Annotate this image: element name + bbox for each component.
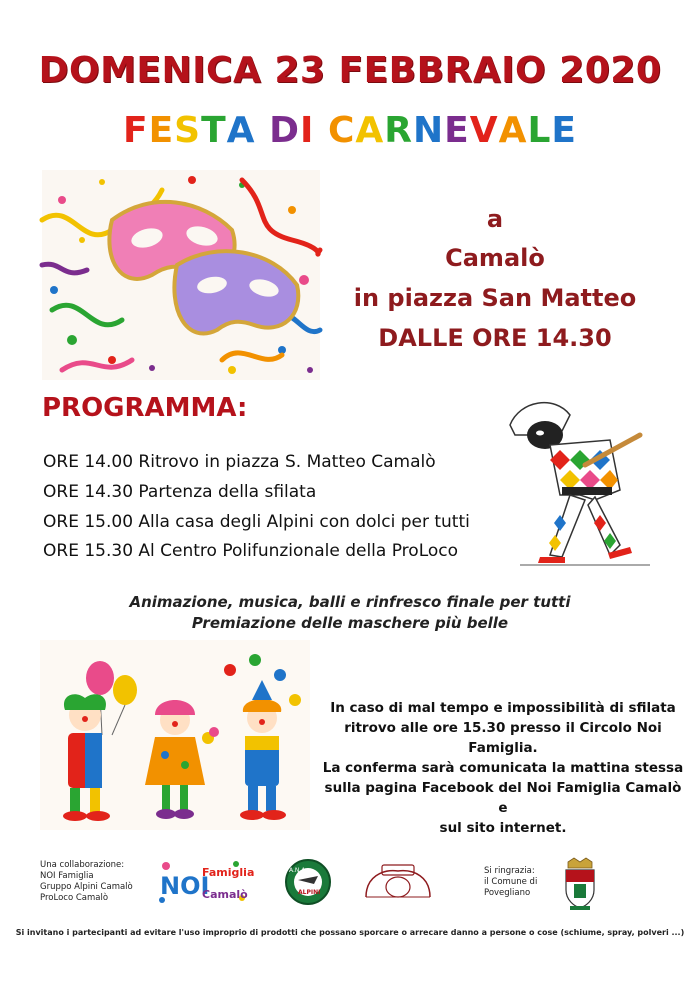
- harlequin-illustration: [500, 395, 660, 575]
- location-town: Camalò: [445, 244, 545, 272]
- festa-title-letter: E: [444, 110, 470, 151]
- programma-item: ORE 14.30 Partenza della sfilata: [43, 482, 317, 502]
- collaboration-org: Gruppo Alpini Camalò: [40, 882, 133, 892]
- noi-famiglia-logo: [156, 858, 255, 908]
- location-square: in piazza San Matteo: [353, 284, 637, 312]
- festa-title-letter: I: [299, 110, 315, 151]
- collaboration-credits: [40, 860, 133, 904]
- festa-title-letter: [314, 110, 328, 151]
- collaboration-org: ProLoco Camalò: [40, 893, 109, 903]
- festa-title-letter: R: [384, 110, 413, 151]
- festa-title-letter: [256, 110, 270, 151]
- noi-logo-camalo: Camalò: [202, 888, 248, 901]
- weather-notice-line: In caso di mal tempo e impossibilità di sfilata: [330, 700, 676, 716]
- carnival-masks-image: [42, 170, 320, 380]
- noi-logo-text: NOI: [160, 872, 210, 900]
- thanks-line: Povegliano: [484, 888, 531, 898]
- proloco-logo: [362, 857, 434, 907]
- festa-title-letter: D: [269, 110, 300, 151]
- festa-title-letter: A: [355, 110, 385, 151]
- alpini-logo: [284, 858, 332, 906]
- weather-notice-line: Famiglia.: [468, 740, 538, 756]
- festa-title-letter: C: [327, 110, 356, 151]
- usage-warning-note: Si invitano i partecipanti ad evitare l'uso improprio di prodotti che possano sporcare o arrecare danno a persone o cose (schiume, spray, polveri ...): [15, 928, 685, 937]
- festa-title-letter: E: [551, 110, 577, 151]
- highlight-award: Premiazione delle maschere più belle: [191, 614, 509, 632]
- weather-notice-line: La conferma sarà comunicata la mattina stessa: [322, 760, 684, 776]
- programma-item: ORE 15.30 Al Centro Polifunzionale della ProLoco: [43, 541, 459, 561]
- festa-title-letter: F: [122, 110, 149, 151]
- festa-title-letter: N: [412, 110, 445, 151]
- thanks-line: il Comune di: [484, 877, 538, 887]
- festa-title-letter: T: [201, 110, 227, 151]
- festa-title-letter: A: [226, 110, 256, 151]
- programma-item: ORE 14.00 Ritrovo in piazza S. Matteo Camalò: [43, 452, 436, 472]
- alpini-logo-ana: A.N.A.: [289, 867, 308, 874]
- weather-notice: [318, 698, 688, 838]
- start-time: DALLE ORE 14.30: [378, 324, 612, 352]
- noi-logo-famiglia: Famiglia: [202, 866, 255, 879]
- weather-notice-line: ritrovo alle ore 15.30 presso il Circolo Noi: [344, 720, 662, 736]
- festa-title: [0, 110, 700, 151]
- collaboration-org: NOI Famiglia: [40, 871, 94, 881]
- location-preposition: a: [486, 205, 504, 233]
- collaboration-title: Una collaborazione:: [40, 860, 125, 870]
- festa-title-letter: L: [527, 110, 552, 151]
- programma-heading: PROGRAMMA:: [42, 393, 248, 423]
- comune-povegliano-crest: [560, 856, 600, 912]
- festa-title-letter: E: [148, 110, 175, 151]
- event-date-title: DOMENICA 23 FEBBRAIO 2020: [38, 50, 662, 91]
- festa-title-letter: A: [498, 110, 528, 151]
- alpini-logo-text: ALPINI: [298, 889, 321, 896]
- clowns-illustration: [40, 640, 310, 830]
- festa-title-letter: S: [174, 110, 202, 151]
- thanks-title: Si ringrazia:: [484, 866, 535, 876]
- programma-item: ORE 15.00 Alla casa degli Alpini con dolci per tutti: [43, 512, 470, 532]
- festa-title-letter: V: [469, 110, 499, 151]
- highlight-animation: Animazione, musica, balli e rinfresco finale per tutti: [129, 593, 571, 611]
- weather-notice-line: sulla pagina Facebook del Noi Famiglia Camalò e: [324, 780, 682, 816]
- weather-notice-line: sul sito internet.: [439, 820, 567, 836]
- thanks-credits: [484, 866, 537, 899]
